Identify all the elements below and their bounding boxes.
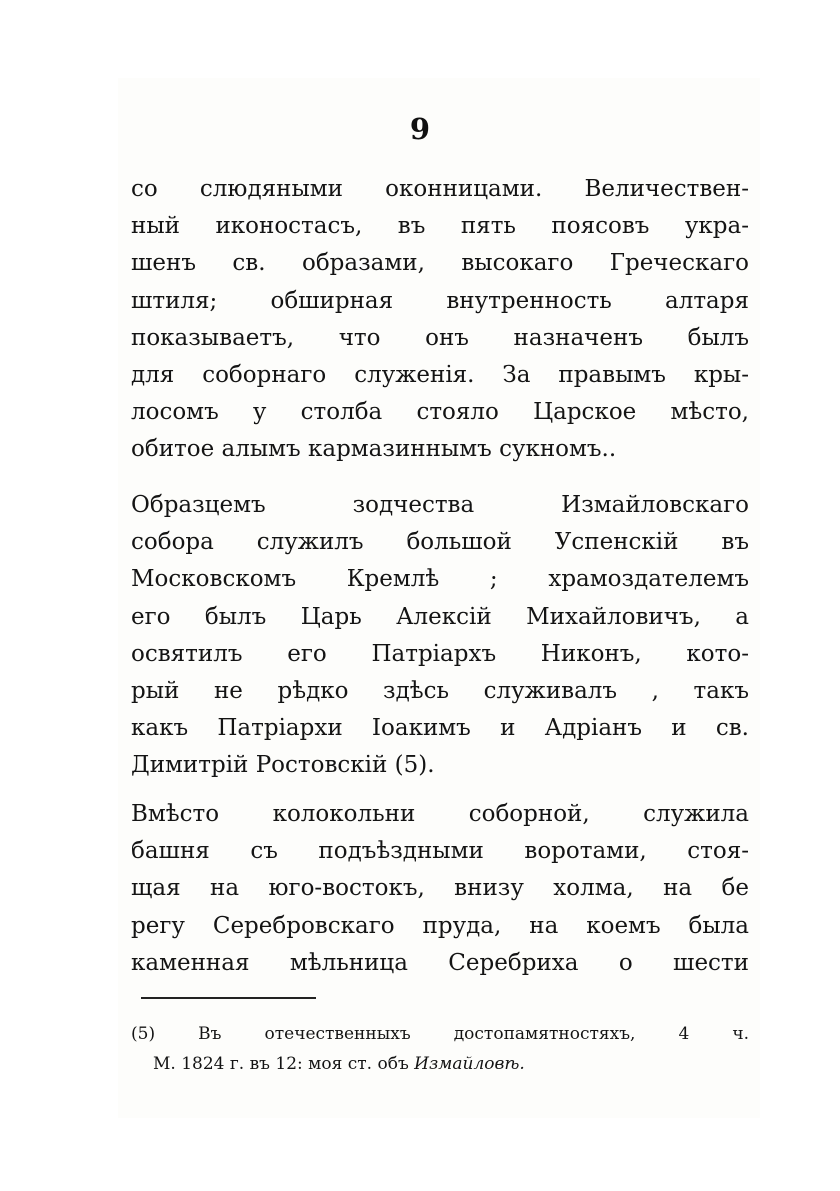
text-line: какъ Патріархи Іоакимъ и Адріанъ и св.: [131, 715, 749, 742]
text-line: щая на юго-востокъ, внизу холма, на бе: [131, 875, 749, 902]
footnote-line-2: [131, 1049, 749, 1079]
text-line: шенъ св. образами, высокаго Греческаго: [131, 250, 749, 277]
paragraph-1: [131, 171, 749, 469]
text-line: обитое алымъ кармазиннымъ сукномъ..: [131, 436, 617, 463]
text-line: Московскомъ Кремлѣ ; храмоздателемъ: [131, 566, 749, 593]
text-line: его былъ Царь Алексій Михайловичъ, а: [131, 603, 749, 630]
text-line: штиля; обширная внутренность алтаря: [131, 287, 749, 314]
text-line: лосомъ у столба стояло Царское мѣсто,: [131, 399, 749, 426]
footnote-line-1: (5) Въ отечественныхъ достопамятностяхъ, 4 ч.: [131, 1024, 749, 1044]
footnote-divider: [141, 997, 316, 999]
text-line: собора служилъ большой Успенскій въ: [131, 529, 749, 556]
text-line: Образцемъ зодчества Измайловскаго: [131, 492, 749, 518]
footnote: [131, 1019, 749, 1079]
paragraph-3: [131, 796, 749, 982]
footnote-line-2-text: М. 1824 г. въ 12: моя ст. объ: [153, 1054, 415, 1074]
page-number: 9: [409, 112, 431, 146]
text-line: показываетъ, что онъ назначенъ былъ: [131, 324, 749, 351]
paragraph-2: [131, 487, 749, 785]
text-line: Димитрій Ростовскій (5).: [131, 752, 435, 779]
text-line: регу Серебровскаго пруда, на коемъ была: [131, 912, 749, 939]
text-line: со слюдяными оконницами. Величествен-: [131, 176, 749, 202]
text-line: башня съ подъѣздными воротами, стоя-: [131, 838, 749, 865]
text-line: ный иконостасъ, въ пять поясовъ укра-: [131, 213, 749, 240]
text-line: Вмѣсто колокольни соборной, служила: [131, 801, 749, 827]
text-line: каменная мѣльница Серебриха о шести: [131, 949, 749, 976]
text-line: рый не рѣдко здѣсь служивалъ , такъ: [131, 677, 749, 704]
text-line: освятилъ его Патріархъ Никонъ, кото-: [131, 640, 749, 667]
footnote-italic-title: Измайловѣ.: [414, 1054, 525, 1074]
text-line: для соборнаго служенія. За правымъ кры-: [131, 361, 749, 388]
